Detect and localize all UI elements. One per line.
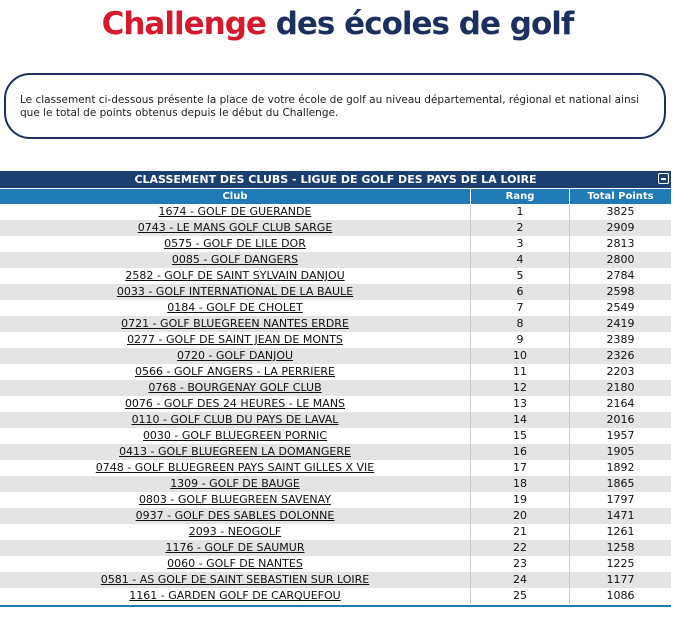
club-cell xyxy=(0,460,471,476)
club-cell xyxy=(0,236,471,252)
club-link[interactable]: 0768 - BOURGENAY GOLF CLUB xyxy=(148,381,322,394)
club-cell xyxy=(0,572,471,588)
table-row xyxy=(0,380,671,396)
club-cell xyxy=(0,300,471,316)
points-cell: 1177 xyxy=(606,573,635,586)
table-row xyxy=(0,588,671,604)
table-row xyxy=(0,348,671,364)
title-challenge: Challenge xyxy=(101,6,266,42)
club-link[interactable]: 2093 - NEOGOLF xyxy=(188,525,282,538)
club-cell xyxy=(0,348,471,364)
club-cell xyxy=(0,524,471,540)
page-title xyxy=(0,6,675,42)
club-cell xyxy=(0,540,471,556)
points-cell: 1258 xyxy=(606,541,635,554)
table-row xyxy=(0,220,671,236)
intro-box xyxy=(4,73,666,139)
club-link[interactable]: 1309 - GOLF DE BAUGE xyxy=(170,477,300,490)
rang-cell: 12 xyxy=(471,380,570,396)
points-cell: 2784 xyxy=(606,269,635,282)
club-link[interactable]: 0566 - GOLF ANGERS - LA PERRIERE xyxy=(135,365,335,378)
club-cell xyxy=(0,220,471,236)
column-header-points: Total Points xyxy=(587,191,654,202)
points-cell: 1797 xyxy=(606,493,635,506)
club-link[interactable]: 0184 - GOLF DE CHOLET xyxy=(167,301,303,314)
club-link[interactable]: 0937 - GOLF DES SABLES DOLONNE xyxy=(135,509,335,522)
points-cell: 1261 xyxy=(606,525,635,538)
points-cell: 2164 xyxy=(606,397,635,410)
table-row xyxy=(0,460,671,476)
points-cell: 1471 xyxy=(606,509,635,522)
club-link[interactable]: 0720 - GOLF DANJOU xyxy=(176,349,294,362)
rang-cell: 22 xyxy=(471,540,570,556)
rang-cell: 20 xyxy=(471,508,570,524)
collapse-icon[interactable] xyxy=(658,173,669,184)
club-cell xyxy=(0,444,471,460)
club-link[interactable]: 2582 - GOLF DE SAINT SYLVAIN DANJOU xyxy=(125,269,345,282)
club-link[interactable]: 0743 - LE MANS GOLF CLUB SARGE xyxy=(137,221,333,234)
table-row xyxy=(0,572,671,588)
rang-cell: 5 xyxy=(471,268,570,284)
rang-cell: 17 xyxy=(471,460,570,476)
club-link[interactable]: 0060 - GOLF DE NANTES xyxy=(167,557,303,570)
title-ecoles: des écoles de golf xyxy=(275,6,574,42)
rang-cell: 1 xyxy=(471,204,570,220)
table-title: CLASSEMENT DES CLUBS - LIGUE DE GOLF DES PAYS DE LA LOIRE xyxy=(134,173,537,186)
club-cell xyxy=(0,492,471,508)
rang-cell: 4 xyxy=(471,252,570,268)
club-cell xyxy=(0,252,471,268)
club-cell xyxy=(0,396,471,412)
points-cell: 2326 xyxy=(606,349,635,362)
intro-text: Le classement ci-dessous présente la place de votre école de golf au niveau départemental, régional et national ainsi que le total de points obtenus depuis le début du Challenge. xyxy=(20,94,639,119)
points-cell: 1957 xyxy=(606,429,635,442)
points-cell: 2016 xyxy=(606,413,635,426)
points-cell: 2800 xyxy=(606,253,635,266)
rang-cell: 3 xyxy=(471,236,570,252)
table-row xyxy=(0,508,671,524)
table-header-row xyxy=(0,189,671,204)
table-row xyxy=(0,476,671,492)
club-cell xyxy=(0,476,471,492)
points-cell: 1865 xyxy=(606,477,635,490)
points-cell: 1892 xyxy=(606,461,635,474)
points-cell: 2419 xyxy=(606,317,635,330)
ranking-table xyxy=(0,171,671,607)
points-cell: 1225 xyxy=(606,557,635,570)
points-cell: 2909 xyxy=(606,221,635,234)
table-row xyxy=(0,364,671,380)
club-cell xyxy=(0,508,471,524)
club-cell xyxy=(0,364,471,380)
table-row xyxy=(0,540,671,556)
rang-cell: 7 xyxy=(471,300,570,316)
rang-cell: 15 xyxy=(471,428,570,444)
club-link[interactable]: 0277 - GOLF DE SAINT JEAN DE MONTS xyxy=(127,333,343,346)
table-row xyxy=(0,300,671,316)
club-cell xyxy=(0,284,471,300)
club-link[interactable]: 0033 - GOLF INTERNATIONAL DE LA BAULE xyxy=(116,285,354,298)
rang-cell: 6 xyxy=(471,284,570,300)
table-row xyxy=(0,492,671,508)
club-link[interactable]: 0030 - GOLF BLUEGREEN PORNIC xyxy=(142,429,328,442)
points-cell: 2598 xyxy=(606,285,635,298)
club-link[interactable]: 0413 - GOLF BLUEGREEN LA DOMANGERE xyxy=(119,445,351,458)
club-link[interactable]: 0803 - GOLF BLUEGREEN SAVENAY xyxy=(138,493,332,506)
table-row xyxy=(0,204,671,220)
rang-cell: 8 xyxy=(471,316,570,332)
club-cell xyxy=(0,588,471,604)
rang-cell: 24 xyxy=(471,572,570,588)
rang-cell: 2 xyxy=(471,220,570,236)
rang-cell: 10 xyxy=(471,348,570,364)
points-cell: 2180 xyxy=(606,381,635,394)
rang-cell: 18 xyxy=(471,476,570,492)
points-cell: 1086 xyxy=(606,589,635,602)
rang-cell: 21 xyxy=(471,524,570,540)
rang-cell: 14 xyxy=(471,412,570,428)
rang-cell: 11 xyxy=(471,364,570,380)
points-cell: 1905 xyxy=(606,445,635,458)
club-link[interactable]: 0110 - GOLF CLUB DU PAYS DE LAVAL xyxy=(131,413,339,426)
club-link[interactable]: 1674 - GOLF DE GUERANDE xyxy=(158,205,312,218)
points-cell: 2549 xyxy=(606,301,635,314)
table-body xyxy=(0,204,671,604)
club-link[interactable]: 0575 - GOLF DE LILE DOR xyxy=(164,237,306,250)
rang-cell: 23 xyxy=(471,556,570,572)
table-row xyxy=(0,332,671,348)
table-row xyxy=(0,444,671,460)
table-row xyxy=(0,252,671,268)
club-link[interactable]: 0721 - GOLF BLUEGREEN NANTES ERDRE xyxy=(121,317,349,330)
points-cell: 2203 xyxy=(606,365,635,378)
club-link[interactable]: 0076 - GOLF DES 24 HEURES - LE MANS xyxy=(124,397,346,410)
club-link[interactable]: 0085 - GOLF DANGERS xyxy=(171,253,299,266)
table-row xyxy=(0,556,671,572)
table-row xyxy=(0,284,671,300)
club-link[interactable]: 0748 - GOLF BLUEGREEN PAYS SAINT GILLES X VIE xyxy=(95,461,375,474)
table-row xyxy=(0,316,671,332)
rang-cell: 13 xyxy=(471,396,570,412)
rang-cell: 25 xyxy=(471,588,570,604)
points-cell: 2389 xyxy=(606,333,635,346)
club-cell xyxy=(0,204,471,220)
points-cell: 3825 xyxy=(606,205,635,218)
table-bottom-divider xyxy=(0,605,671,607)
rang-cell: 16 xyxy=(471,444,570,460)
table-title-bar xyxy=(0,171,671,189)
table-row xyxy=(0,428,671,444)
club-link[interactable]: 1161 - GARDEN GOLF DE CARQUEFOU xyxy=(129,589,341,602)
column-header-club: Club xyxy=(0,189,471,204)
club-cell xyxy=(0,428,471,444)
points-cell: 2813 xyxy=(606,237,635,250)
table-row xyxy=(0,524,671,540)
column-header-rang: Rang xyxy=(471,189,570,204)
club-cell xyxy=(0,380,471,396)
club-cell xyxy=(0,332,471,348)
rang-cell: 9 xyxy=(471,332,570,348)
rang-cell: 19 xyxy=(471,492,570,508)
club-link[interactable]: 0581 - AS GOLF DE SAINT SEBASTIEN SUR LOIRE xyxy=(100,573,370,586)
club-cell xyxy=(0,556,471,572)
table-row xyxy=(0,236,671,252)
club-cell xyxy=(0,268,471,284)
table-row xyxy=(0,412,671,428)
table-row xyxy=(0,268,671,284)
club-cell xyxy=(0,316,471,332)
club-cell xyxy=(0,412,471,428)
table-row xyxy=(0,396,671,412)
club-link[interactable]: 1176 - GOLF DE SAUMUR xyxy=(165,541,305,554)
